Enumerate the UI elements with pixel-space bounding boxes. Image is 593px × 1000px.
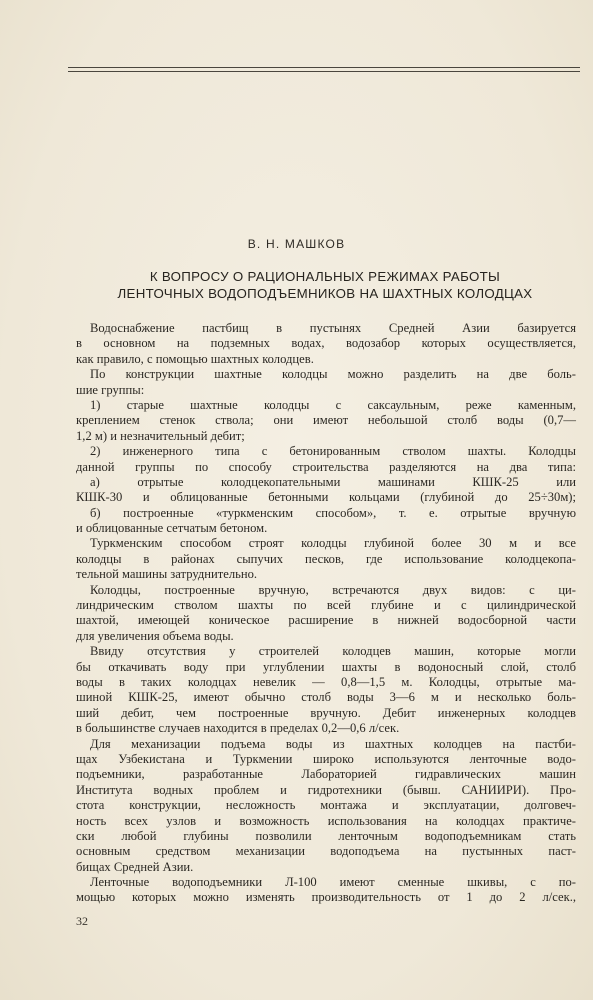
text-line: креплением стенок ствола; они имеют небольшой столб воды (0,7— bbox=[76, 413, 576, 428]
text-line: 1) старые шахтные колодцы с саксаульным, реже каменным, bbox=[90, 397, 576, 412]
text-line: шахтой, имеющей коническое расширение в нижней водосборной части bbox=[76, 613, 576, 628]
paragraph bbox=[76, 644, 576, 736]
paragraph bbox=[76, 506, 576, 537]
text-line: шиной КШК-25, имеют обычно столб воды 3—6 м и несколько боль- bbox=[76, 690, 576, 705]
text-line: в основном на подземных водах, водозабор которых осуществляется, bbox=[76, 336, 576, 351]
text-line: данной группы по способу строительства разделяются на два типа: bbox=[76, 459, 576, 474]
text-line: колодцы в районах сыпучих песков, где использование колодцекопа- bbox=[76, 551, 576, 566]
text-line: ший дебит, чем построенные вручную. Дебит инженерных колодцев bbox=[76, 705, 576, 720]
text-line: Ввиду отсутствия у строителей колодцев машин, которые могли bbox=[90, 644, 576, 659]
article-author: В. Н. МАШКОВ bbox=[247, 237, 346, 251]
text-line: для увеличения объема воды. bbox=[76, 628, 234, 643]
article-title-line: ЛЕНТОЧНЫХ ВОДОПОДЪЕМНИКОВ НА ШАХТНЫХ КОЛОДЦАХ bbox=[117, 286, 533, 301]
text-line: и облицованные сетчатым бетоном. bbox=[76, 521, 268, 536]
page-number: 32 bbox=[76, 914, 88, 928]
article-title-line: К ВОПРОСУ О РАЦИОНАЛЬНЫХ РЕЖИМАХ РАБОТЫ bbox=[149, 269, 501, 284]
text-line: линдрическим стволом шахты по всей глубине и с цилиндрической bbox=[76, 598, 576, 613]
text-line: Ленточные водоподъемники Л-100 имеют сменные шкивы, с по- bbox=[90, 875, 576, 890]
text-line: а) отрытые колодцекопательными машинами КШК-25 или bbox=[90, 474, 576, 489]
text-line: бищах Средней Азии. bbox=[76, 859, 194, 874]
paragraph bbox=[76, 737, 576, 876]
article-body bbox=[76, 318, 576, 906]
text-line: подъемники, разработанные Лабораторией гидравлических машин bbox=[76, 767, 576, 782]
text-line: Водоснабжение пастбищ в пустынях Средней Азии базируется bbox=[90, 321, 576, 335]
paragraph bbox=[76, 321, 576, 367]
text-line: По конструкции шахтные колодцы можно разделить на две боль- bbox=[90, 367, 576, 382]
paragraph bbox=[76, 475, 576, 506]
text-line: щах Узбекистана и Туркмении широко используются ленточные водо- bbox=[76, 751, 576, 766]
text-line: ски любой глубины позволили ленточным водоподъемникам стать bbox=[76, 828, 576, 843]
paragraph bbox=[76, 444, 576, 475]
text-line: 1,2 м) и незначительный дебит; bbox=[76, 428, 245, 443]
text-line: ность всех узлов и возможность использования на колодцах практиче- bbox=[76, 813, 576, 828]
text-line: Туркменским способом строят колодцы глубиной более 30 м и все bbox=[90, 536, 576, 551]
text-line: основным средством механизации водоподъема на пустынных паст- bbox=[76, 844, 576, 859]
text-line: б) построенные «туркменским способом», т. е. отрытые вручную bbox=[90, 505, 576, 520]
text-line: как правило, с помощью шахтных колодцев. bbox=[76, 351, 314, 366]
text-line: в большинстве случаев находится в пределах 0,2—0,6 л/сек. bbox=[76, 721, 400, 736]
text-line: 2) инженерного типа с бетонированным стволом шахты. Колодцы bbox=[90, 444, 576, 459]
text-line: шие группы: bbox=[76, 382, 145, 397]
paragraph bbox=[76, 367, 576, 398]
text-line: тельной машины затруднительно. bbox=[76, 567, 258, 582]
text-line: Колодцы, построенные вручную, встречаются двух видов: с ци- bbox=[90, 582, 576, 597]
text-line: стота конструкции, несложность монтажа и эксплуатации, долговеч- bbox=[76, 798, 576, 813]
paragraph bbox=[76, 583, 576, 645]
text-line: КШК-30 и облицованные бетонными кольцами (глубиной до 25÷30м); bbox=[76, 490, 576, 505]
paragraph bbox=[76, 536, 576, 582]
header-rule-thick bbox=[68, 67, 580, 68]
text-line: Института водных проблем и гидротехники (бывш. САНИИРИ). Про- bbox=[76, 782, 576, 797]
article-title bbox=[70, 268, 580, 302]
text-line: воды в таких колодцах невелик — 0,8—1,5 м. Колодцы, отрытые ма- bbox=[76, 674, 576, 689]
text-line: бы откачивать воду при углублении шахты в водоносный слой, столб bbox=[76, 659, 576, 674]
text-line: мощью которых можно изменять производительность от 1 до 2 л/сек., bbox=[76, 890, 576, 905]
paragraph bbox=[76, 875, 576, 906]
text-line: Для механизации подъема воды из шахтных колодцев на пастби- bbox=[90, 736, 576, 751]
paragraph bbox=[76, 398, 576, 444]
header-rule-thin bbox=[68, 71, 580, 72]
